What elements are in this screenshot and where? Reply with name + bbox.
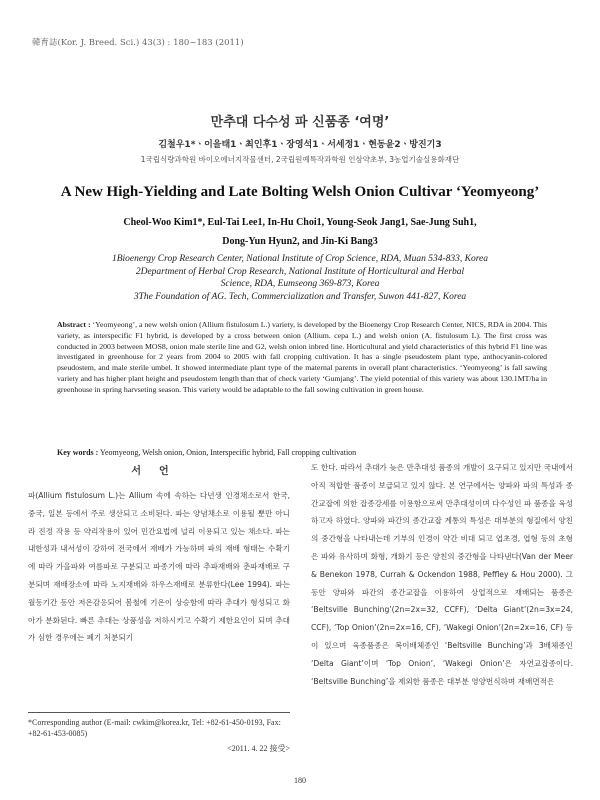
authors-english-line-1: Cheol-Woo Kim1*, Eul-Tai Lee1, In-Hu Choi1, Young-Seok Jang1, Sae-Jung Suh1, xyxy=(123,217,477,228)
affiliation-line: 2Department of Herbal Crop Research, National Institute of Horticultural and Herbal xyxy=(135,266,465,277)
authors-english-line-2: Dong-Yun Hyun2, and Jin-Ki Bang3 xyxy=(222,236,378,247)
affiliation-line: 3The Foundation of AG. Tech, Commercialization and Transfer, Suwon 441-827, Korea xyxy=(133,292,467,303)
corresponding-author-footnote: *Corresponding author (E-mail: cwkim@korea.kr, Tel: +82-61-450-0193, Fax: +82-61-453-0085) xyxy=(28,718,281,738)
affiliations-english xyxy=(60,253,540,304)
affiliation-line: 1Bioenergy Crop Research Center, National Institute of Crop Science, RDA, Muan 534-833, Korea xyxy=(111,254,489,264)
page-number: 180 xyxy=(294,776,306,785)
title-korean: 만추대 다수성 파 신품종 ‘여명’ xyxy=(210,115,390,130)
affiliations-korean: 1국립식량과학원 바이오에너지작물센터, 2국립원예특작과학원 인삼약초부, 3농업기술실용화재단 xyxy=(140,155,460,164)
body-column-right xyxy=(311,459,573,690)
abstract-text: ‘Yeomyeong’, a new welsh onion (Allium fistulosum L.) variety, is developed by the Bioenergy Crop Research Center, NICS, RDA in 2004. This variety, as interspecific F1 hybrid, is developed by a cross between onion (Allium. cepa L.) and welsh onion (A. fistulosum L). The first cross was conducted in 2003 between MOS8, onion male sterile line and G2, welsh onion inbred line. Horticultural and yield characteristics of this hybrid F1 line was investigated in greenhouse for 2 years from 2004 to 2005 with fall cropping cultivation. It has a single pseudostem plant type, anthocyanin-colored pseudostem, and male sterile umbel. It showed intermediate plant type of the maternal parents in overall plant characteristics. ‘Yeomyeong’ is fall sawing variety and has higher plant height and pseudostem length than that of check variety ‘Gumjang’. The yield potential of this variety was about 130.1MT/ha in greenhouse in spring harvseting season. This variety would be adaptable to the fall sowing cultivation in green house. xyxy=(57,320,548,394)
body-column-left xyxy=(28,487,290,647)
affiliation-line: Science, RDA, Eumseong 369-873, Korea xyxy=(220,279,380,290)
section-heading-introduction: 서언 xyxy=(131,466,187,477)
keywords-text: Yeomyeong, Welsh onion, Onion, Interspecific hybrid, Fall cropping cultivation xyxy=(100,448,357,457)
authors-english xyxy=(60,213,540,251)
abstract-label: Abstract : xyxy=(57,320,91,329)
title-english: A New High-Yielding and Late Bolting Welsh Onion Cultivar ‘Yeomyeong’ xyxy=(60,184,540,200)
keywords xyxy=(57,448,547,457)
journal-header: 韓育誌(Kor. J. Breed. Sci.) 43(3) : 180~183 (2011) xyxy=(32,38,244,48)
keywords-label: Key words : xyxy=(57,448,99,457)
authors-korean: 김철우1*ㆍ이을태1ㆍ최인후1ㆍ장영석1ㆍ서세정1ㆍ현동윤2ㆍ방진기3 xyxy=(158,140,442,150)
received-date: <2011. 4. 22 接受> xyxy=(227,744,290,753)
abstract xyxy=(57,320,547,396)
body-paragraph: 파(Allium fistulosum L.)는 Allium 속에 속하는 다년생 인경채소로서 한국, 중국, 일본 등에서 주로 생산되고 소비된다. 파는 양념채소로 이용될 뿐만 아니라 진정 작용 등 약리작용이 있어 민간요법에 널리 이용되고 있는 채소다. 파는 내한성과 내서성이 강하여 전국에서 재배가 가능하며 파의 재배 형태는 수확기에 따라 가을파와 여름파로 구분되고 파종기에 따라 추파재배와 춘파재배로 구분되며 재배장소에 따라 노지재배와 하우스재배로 분류한다(Lee 1994). 파는 월동기간 동안 저온감응되어 봄철에 기온이 상승함에 따라 추대가 형성되고 화아가 분화된다. 빠른 추대는 상품성을 저하시키고 수확기 제한요인이 되며 추대가 심한 경우에는 폐기 처분되기 xyxy=(28,491,290,643)
body-paragraph: 도 한다. 따라서 추대가 늦은 만추대성 품종의 개발이 요구되고 있지만 국내에서 아직 적합한 품종이 보급되고 있지 않다. 본 연구에서는 양파와 파의 특성과 종간교잡에 의한 잡종강세를 이용함으로써 만추대성이며 다수성인 파 품종을 육성하고자 하였다. 양파와 파간의 종간교잡 계통의 특성은 대부분의 형질에서 양친의 중간형을 나타내는데 기부의 인경이 약간 비대 되고 엽초경, 엽형 등의 초형은 파와 유사하며 화형, 개화기 등은 양친의 중간형을 나타낸다(Van der Meer & Benekon 1978, Currah & Ockendon 1988, Peffley & Hou 2000). 그동안 양파와 파간의 종간교잡을 이용하여 상업적으로 재배되는 품종은 ‘Beltsville Bunching’(2n=2x=32, CCFF), ‘Delta Giant’(2n=3x=24, CCF), ‘Top Onion’(2n=2x=16, CF), ‘Wakegi Onion’(2n=2x=16, CF) 등이 있으며 육종품종은 복이배체종인 ‘Beltsville Bunching’과 3배체종인 ‘Delta Giant’이며 ‘Top Onion’, ‘Wakegi Onion’은 자연교잡종이다. ‘Beltsville Bunching’을 제외한 품종은 대부분 영양번식하며 재배면적은 xyxy=(311,463,573,686)
footnote-divider xyxy=(28,712,290,713)
